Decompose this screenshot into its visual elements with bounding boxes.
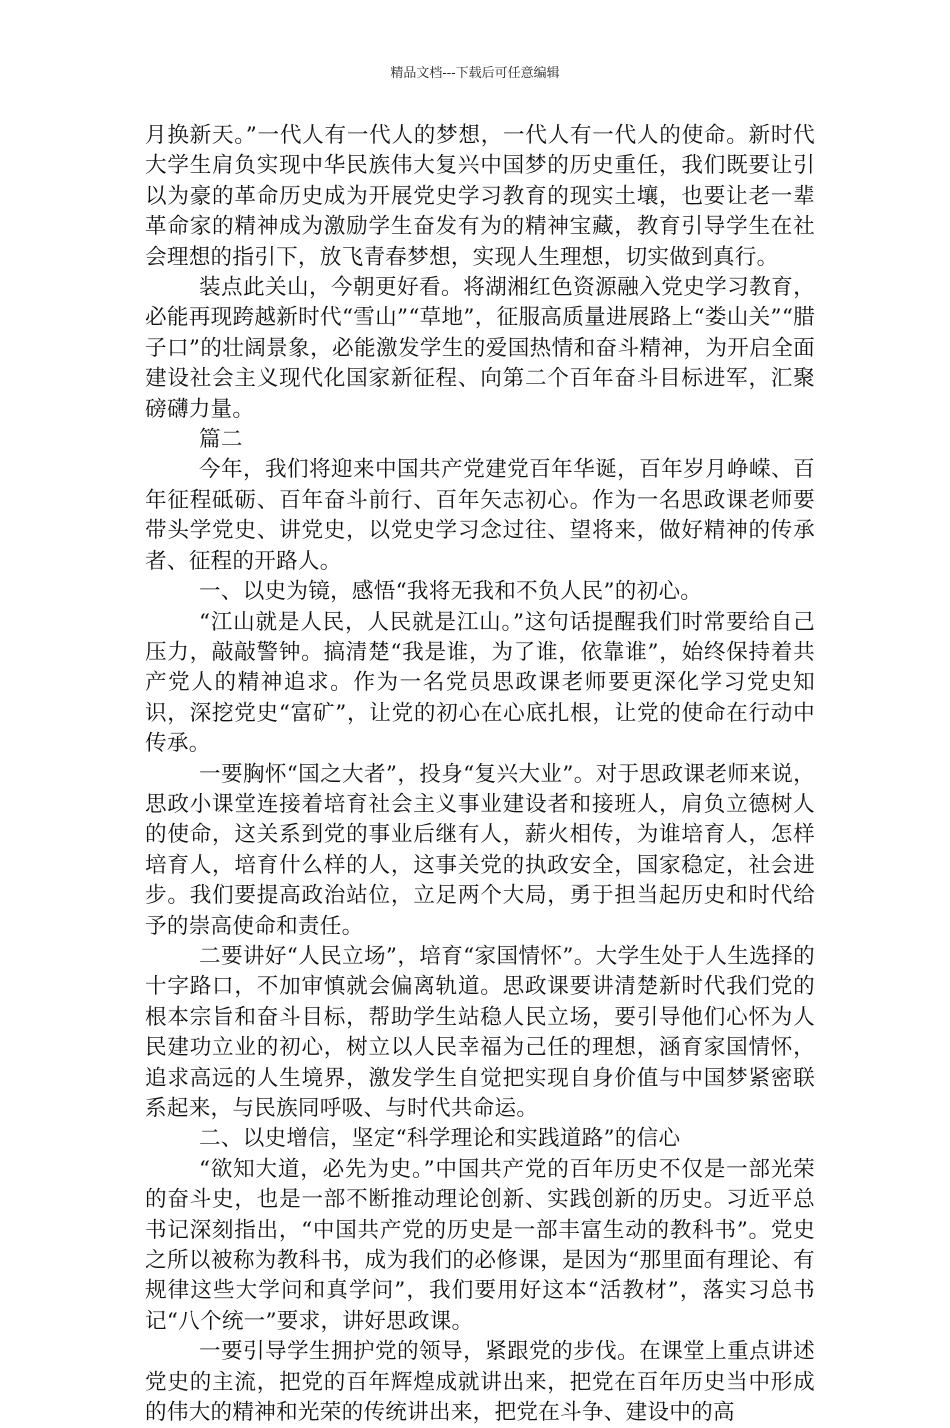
paragraph: “江山就是人民，人民就是江山。”这句话提醒我们时常要给自己压力，敲敲警钟。搞清楚“我是谁，为了谁，依靠谁”，始终保持着共产党人的精神追求。作为一名党员思政课老师要更深化学习党史知识，深挖党史“富矿”，让党的初心在心底扎根，让党的使命在行动中传承。 bbox=[145, 609, 815, 757]
paragraph: 装点此关山，今朝更好看。将湖湘红色资源融入党史学习教育，必能再现跨越新时代“雪山”“草地”，征服高质量进展路上“娄山关”“腊子口”的壮阔景象，必能激发学生的爱国热情和奋斗精神，为开启全面建设社会主义现代化国家新征程、向第二个百年奋斗目标进军，汇聚磅礴力量。 bbox=[145, 275, 815, 422]
paragraph: 一要胸怀“国之大者”，投身“复兴大业”。对于思政课老师来说，思政小课堂连接着培育社会主义事业建设者和接班人，肩负立德树人的使命，这关系到党的事业后继有人，薪火相传，为谁培育人，怎样培育人，培育什么样的人，这事关党的执政安全，国家稳定，社会进步。我们要提高政治站位，立足两个大局，勇于担当起历史和时代给予的崇高使命和责任。 bbox=[145, 761, 815, 939]
paragraph: “欲知大道，必先为史。”中国共产党的百年历史不仅是一部光荣的奋斗史，也是一部不断推动理论创新、实践创新的历史。习近平总书记深刻指出，“中国共产党的历史是一部丰富生动的教科书”。党史之所以被称为教科书，成为我们的必修课，是因为“那里面有理论、有规律这些大学问和真学问”，我们要用好这本“活教材”，落实习总书记“八个统一”要求，讲好思政课。 bbox=[145, 1156, 815, 1334]
section-heading: 篇二 bbox=[199, 427, 243, 453]
paragraph: 二要讲好“人民立场”，培育“家国情怀”。大学生处于人生选择的十字路口，不加审慎就会偏离轨道。思政课要讲清楚新时代我们党的根本宗旨和奋斗目标，帮助学生站稳人民立场，要引导他们心怀为人民建功立业的初心，树立以人民幸福为己任的理想，涵育家国情怀，追求高远的人生境界，激发学生自觉把实现自身价值与中国梦紧密联系起来，与民族同呼吸、与时代共命运。 bbox=[145, 943, 815, 1121]
paragraph: 今年，我们将迎来中国共产党建党百年华诞，百年岁月峥嵘、百年征程砥砺、百年奋斗前行、百年矢志初心。作为一名思政课老师要带头学党史、讲党史，以党史学习念过往、望将来，做好精神的传承者、征程的开路人。 bbox=[145, 457, 815, 574]
paragraph: 一要引导学生拥护党的领导，紧跟党的步伐。在课堂上重点讲述党史的主流，把党的百年辉煌成就讲出来，把党在百年历史当中形成的伟大的精神和光荣的传统讲出来，把党在斗争、建设中的高 bbox=[145, 1339, 815, 1426]
paragraph-continued: 月换新天。”一代人有一代人的梦想，一代人有一代人的使命。新时代大学生肩负实现中华民族伟大复兴中国梦的历史重任，我们既要让引以为豪的革命历史成为开展党史学习教育的现实土壤，也要让老一辈革命家的精神成为激励学生奋发有为的精神宝藏，教育引导学生在社会理想的指引下，放飞青春梦想，实现人生理想，切实做到真行。 bbox=[145, 123, 815, 270]
page-header-note: 精品文档---下载后可任意编辑 bbox=[390, 66, 560, 81]
section-heading: 二、以史增信，坚定“科学理论和实践道路”的信心 bbox=[199, 1126, 681, 1152]
document-body bbox=[145, 121, 815, 1428]
section-heading: 一、以史为镜，感悟“我将无我和不负人民”的初心。 bbox=[199, 579, 703, 605]
